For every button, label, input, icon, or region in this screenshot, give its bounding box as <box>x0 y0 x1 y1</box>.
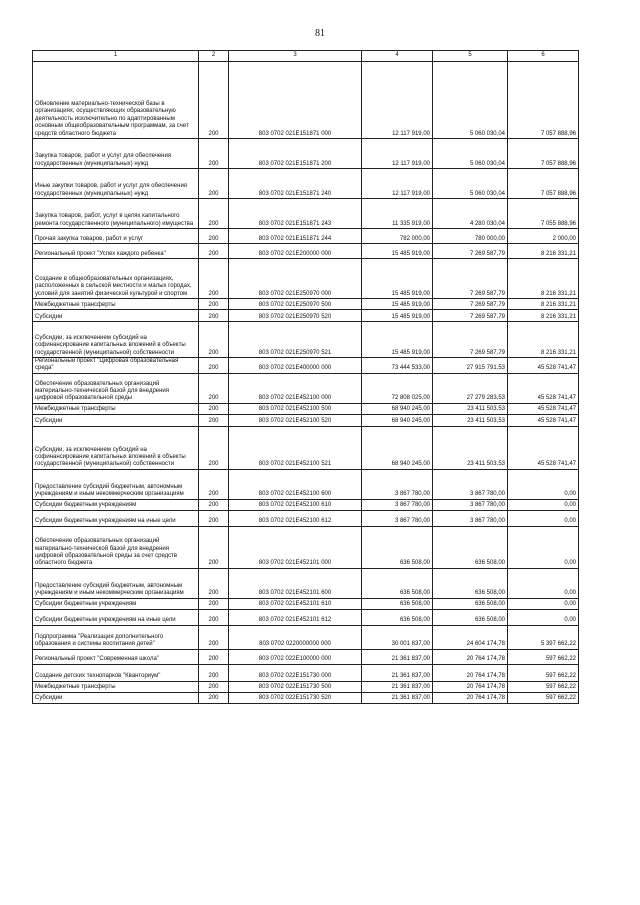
row-budget-code: 803 0702 021E452100 521 <box>229 426 362 469</box>
row-budget-code: 803 0702 021E452100 500 <box>229 403 362 414</box>
row-value-6: 45 528 741,47 <box>508 414 579 426</box>
row-value-5: 636 508,00 <box>433 526 508 568</box>
table-row <box>33 299 579 310</box>
row-name: Субсидии <box>33 414 199 426</box>
row-name: Закупка товаров, работ и услуг для обеспечения государственных (муниципальных) нужд <box>33 139 199 169</box>
row-admin-code: 200 <box>199 229 229 244</box>
row-admin-code: 200 <box>199 510 229 526</box>
row-value-5: 3 867 780,00 <box>433 469 508 499</box>
row-budget-code: 803 0702 022E151730 500 <box>229 681 362 692</box>
row-budget-code: 803 0702 021E452101 612 <box>229 609 362 625</box>
row-value-4: 12 117 919,00 <box>362 62 433 139</box>
row-value-6: 5 397 662,22 <box>508 625 579 649</box>
header-col-1: 1 <box>33 51 199 62</box>
row-value-6: 597 662,22 <box>508 664 579 681</box>
row-name: Субсидии <box>33 692 199 703</box>
row-budget-code: 803 0702 021E452100 610 <box>229 499 362 510</box>
row-admin-code: 200 <box>199 310 229 322</box>
row-name: Субсидии бюджетным учреждениям <box>33 499 199 510</box>
table-row <box>33 609 579 625</box>
row-value-4: 636 508,00 <box>362 609 433 625</box>
table-row <box>33 199 579 229</box>
row-value-5: 5 060 030,04 <box>433 62 508 139</box>
row-admin-code: 200 <box>199 373 229 403</box>
row-admin-code: 200 <box>199 469 229 499</box>
row-value-5: 4 280 030,04 <box>433 199 508 229</box>
row-value-5: 636 508,00 <box>433 609 508 625</box>
row-budget-code: 803 0702 021E452100 612 <box>229 510 362 526</box>
table-row <box>33 310 579 322</box>
row-value-5: 7 269 587,79 <box>433 310 508 322</box>
row-value-6: 597 662,22 <box>508 649 579 664</box>
row-budget-code: 803 0702 021E200000 000 <box>229 244 362 259</box>
row-value-6: 45 528 741,47 <box>508 373 579 403</box>
row-value-5: 24 604 174,78 <box>433 625 508 649</box>
page-number: 81 <box>315 28 325 39</box>
table-row <box>33 259 579 299</box>
row-name: Субсидии, за исключением субсидий на софинансирование капитальных вложений в объекты государственной (муниципальной) собственности <box>33 426 199 469</box>
row-budget-code: 803 0702 021E250970 520 <box>229 310 362 322</box>
row-name: Предоставление субсидий бюджетным, автономным учреждениям и иным некоммерческим организациям <box>33 568 199 598</box>
row-value-6: 8 216 331,21 <box>508 299 579 310</box>
row-name: Региональный проект "Цифровая образовательная среда" <box>33 358 199 374</box>
row-value-5: 23 411 503,53 <box>433 426 508 469</box>
row-value-6: 7 057 888,96 <box>508 139 579 169</box>
row-budget-code: 803 0702 022E151730 000 <box>229 664 362 681</box>
row-budget-code: 803 0702 022E151730 520 <box>229 692 362 703</box>
row-name: Субсидии, за исключением субсидий на софинансирование капитальных вложений в объекты государственной (муниципальной) собственности <box>33 322 199 358</box>
header-col-6: 6 <box>508 51 579 62</box>
row-budget-code: 803 0702 021E452101 600 <box>229 568 362 598</box>
row-value-4: 21 361 837,00 <box>362 681 433 692</box>
table-row <box>33 499 579 510</box>
row-value-5: 5 060 030,04 <box>433 169 508 199</box>
row-admin-code: 200 <box>199 139 229 169</box>
table-row <box>33 568 579 598</box>
header-row <box>33 51 579 62</box>
row-value-6: 8 216 331,21 <box>508 244 579 259</box>
row-budget-code: 803 0702 021E452101 000 <box>229 526 362 568</box>
table-row <box>33 403 579 414</box>
row-admin-code: 200 <box>199 62 229 139</box>
table-row <box>33 526 579 568</box>
row-value-4: 3 867 780,00 <box>362 499 433 510</box>
header-col-5: 5 <box>433 51 508 62</box>
row-value-5: 23 411 503,53 <box>433 414 508 426</box>
row-value-5: 636 508,00 <box>433 598 508 609</box>
row-value-6: 45 528 741,47 <box>508 426 579 469</box>
row-name: Субсидии бюджетным учреждениям на иные цели <box>33 609 199 625</box>
row-admin-code: 200 <box>199 625 229 649</box>
row-budget-code: 803 0702 021E151871 000 <box>229 62 362 139</box>
row-budget-code: 803 0702 022E100000 000 <box>229 649 362 664</box>
row-budget-code: 803 0702 021E250970 000 <box>229 259 362 299</box>
row-value-4: 3 867 780,00 <box>362 469 433 499</box>
row-budget-code: 803 0702 021E151871 243 <box>229 199 362 229</box>
row-budget-code: 803 0702 021E151871 200 <box>229 139 362 169</box>
row-admin-code: 200 <box>199 568 229 598</box>
row-name: Обновление материально-технической базы в организациях, осуществляющих образовательную деятельность исключительно по адаптированным основным общеобразовательным программам, за счет средств областного бюджета <box>33 62 199 139</box>
row-admin-code: 200 <box>199 499 229 510</box>
row-admin-code: 200 <box>199 244 229 259</box>
row-admin-code: 200 <box>199 259 229 299</box>
row-name: Подпрограмма "Реализация дополнительного образования и системы воспитания детей" <box>33 625 199 649</box>
row-name: Создание в общеобразовательных организациях, расположенных в сельской местности и малых городах, условий для занятий физической культурой и спортом <box>33 259 199 299</box>
row-value-6: 0,00 <box>508 609 579 625</box>
row-name: Межбюджетные трансферты <box>33 299 199 310</box>
row-value-6: 0,00 <box>508 499 579 510</box>
table-row <box>33 169 579 199</box>
row-budget-code: 803 0702 021E250970 521 <box>229 322 362 358</box>
row-value-6: 0,00 <box>508 598 579 609</box>
row-budget-code: 803 0702 021E250970 500 <box>229 299 362 310</box>
table-row <box>33 510 579 526</box>
table-row <box>33 62 579 139</box>
row-value-4: 68 940 245,00 <box>362 403 433 414</box>
row-value-6: 2 000,00 <box>508 229 579 244</box>
row-value-6: 0,00 <box>508 526 579 568</box>
row-value-4: 3 867 780,00 <box>362 510 433 526</box>
row-value-5: 3 867 780,00 <box>433 510 508 526</box>
row-admin-code: 200 <box>199 169 229 199</box>
row-budget-code: 803 0702 0220000000 000 <box>229 625 362 649</box>
row-value-4: 21 361 837,00 <box>362 664 433 681</box>
row-value-6: 597 662,22 <box>508 692 579 703</box>
row-value-5: 20 764 174,78 <box>433 681 508 692</box>
row-name: Субсидии <box>33 310 199 322</box>
row-admin-code: 200 <box>199 414 229 426</box>
row-value-4: 15 485 919,00 <box>362 299 433 310</box>
row-name: Региональный проект "Успех каждого ребенка" <box>33 244 199 259</box>
table-row <box>33 426 579 469</box>
row-value-4: 72 808 025,00 <box>362 373 433 403</box>
row-value-4: 636 508,00 <box>362 598 433 609</box>
table-row <box>33 244 579 259</box>
row-name: Прочая закупка товаров, работ и услуг <box>33 229 199 244</box>
row-name: Обеспечение образовательных организаций материально-технической базой для внедрения цифровой образовательной среды <box>33 373 199 403</box>
row-value-4: 21 361 837,00 <box>362 649 433 664</box>
row-budget-code: 803 0702 021E452101 610 <box>229 598 362 609</box>
row-value-6: 0,00 <box>508 469 579 499</box>
row-budget-code: 803 0702 021E400000 000 <box>229 358 362 374</box>
row-admin-code: 200 <box>199 426 229 469</box>
row-value-4: 15 485 919,00 <box>362 322 433 358</box>
row-budget-code: 803 0702 021E452100 600 <box>229 469 362 499</box>
row-value-4: 68 940 245,00 <box>362 426 433 469</box>
table-row <box>33 414 579 426</box>
row-value-4: 68 940 245,00 <box>362 414 433 426</box>
row-value-4: 30 001 837,00 <box>362 625 433 649</box>
row-admin-code: 200 <box>199 598 229 609</box>
row-admin-code: 200 <box>199 609 229 625</box>
budget-table <box>32 50 579 704</box>
row-budget-code: 803 0702 021E151871 240 <box>229 169 362 199</box>
row-name: Субсидии бюджетным учреждениям на иные цели <box>33 510 199 526</box>
row-admin-code: 200 <box>199 664 229 681</box>
row-name: Иные закупки товаров, работ и услуг для обеспечения государственных (муниципальных) нужд <box>33 169 199 199</box>
row-value-5: 5 060 030,04 <box>433 139 508 169</box>
table-row <box>33 139 579 169</box>
row-value-6: 0,00 <box>508 568 579 598</box>
header-col-4: 4 <box>362 51 433 62</box>
row-value-4: 15 485 919,00 <box>362 244 433 259</box>
row-budget-code: 803 0702 021E151871 244 <box>229 229 362 244</box>
row-admin-code: 200 <box>199 403 229 414</box>
row-value-5: 27 915 791,53 <box>433 358 508 374</box>
row-value-5: 780 000,00 <box>433 229 508 244</box>
row-value-5: 7 269 587,79 <box>433 299 508 310</box>
row-value-5: 20 764 174,78 <box>433 692 508 703</box>
table-row <box>33 469 579 499</box>
row-value-6: 7 057 888,96 <box>508 62 579 139</box>
row-name: Создание детских технопарков "Кванториум" <box>33 664 199 681</box>
row-admin-code: 200 <box>199 526 229 568</box>
table-row <box>33 692 579 703</box>
row-value-5: 20 764 174,78 <box>433 664 508 681</box>
row-value-6: 8 216 331,21 <box>508 259 579 299</box>
row-value-4: 21 361 837,00 <box>362 692 433 703</box>
header-col-3: 3 <box>229 51 362 62</box>
row-value-5: 7 269 587,79 <box>433 259 508 299</box>
row-value-4: 73 444 533,00 <box>362 358 433 374</box>
row-value-6: 597 662,22 <box>508 681 579 692</box>
row-admin-code: 200 <box>199 322 229 358</box>
table-row <box>33 373 579 403</box>
row-admin-code: 200 <box>199 358 229 374</box>
row-value-4: 12 117 919,00 <box>362 139 433 169</box>
row-value-6: 8 216 331,21 <box>508 310 579 322</box>
row-name: Субсидии бюджетным учреждениям <box>33 598 199 609</box>
row-value-4: 15 485 919,00 <box>362 259 433 299</box>
row-value-6: 45 528 741,47 <box>508 403 579 414</box>
row-value-4: 11 335 919,00 <box>362 199 433 229</box>
table-row <box>33 598 579 609</box>
row-name: Межбюджетные трансферты <box>33 681 199 692</box>
row-value-4: 782 000,00 <box>362 229 433 244</box>
row-value-6: 7 055 888,96 <box>508 199 579 229</box>
table-row <box>33 625 579 649</box>
table-row <box>33 322 579 358</box>
row-value-6: 0,00 <box>508 510 579 526</box>
row-admin-code: 200 <box>199 199 229 229</box>
row-name: Обеспечение образовательных организаций материально-технической базой для внедрения цифровой образовательной среды за счет средств областного бюджета <box>33 526 199 568</box>
table-row <box>33 681 579 692</box>
row-value-6: 7 057 888,96 <box>508 169 579 199</box>
row-value-4: 636 508,00 <box>362 526 433 568</box>
row-admin-code: 200 <box>199 681 229 692</box>
table-row <box>33 358 579 374</box>
row-value-4: 15 485 919,00 <box>362 310 433 322</box>
row-value-5: 20 764 174,78 <box>433 649 508 664</box>
row-value-5: 7 269 587,79 <box>433 244 508 259</box>
row-admin-code: 200 <box>199 299 229 310</box>
row-value-5: 3 867 780,00 <box>433 499 508 510</box>
row-budget-code: 803 0702 021E452100 520 <box>229 414 362 426</box>
row-admin-code: 200 <box>199 649 229 664</box>
row-admin-code: 200 <box>199 692 229 703</box>
row-budget-code: 803 0702 021E452100 000 <box>229 373 362 403</box>
row-value-5: 7 269 587,79 <box>433 322 508 358</box>
row-value-5: 27 279 283,53 <box>433 373 508 403</box>
table-row <box>33 664 579 681</box>
row-value-6: 8 216 331,21 <box>508 322 579 358</box>
row-name: Закупка товаров, работ, услуг в целях капитального ремонта государственного (муниципального) имущества <box>33 199 199 229</box>
row-value-5: 23 411 503,53 <box>433 403 508 414</box>
table-row <box>33 229 579 244</box>
row-name: Межбюджетные трансферты <box>33 403 199 414</box>
row-value-6: 45 528 741,47 <box>508 358 579 374</box>
table-row <box>33 649 579 664</box>
row-value-4: 636 508,00 <box>362 568 433 598</box>
row-value-5: 636 508,00 <box>433 568 508 598</box>
header-col-2: 2 <box>199 51 229 62</box>
row-value-4: 12 117 919,00 <box>362 169 433 199</box>
row-name: Предоставление субсидий бюджетным, автономным учреждениям и иным некоммерческим организациям <box>33 469 199 499</box>
row-name: Региональный проект "Современная школа" <box>33 649 199 664</box>
